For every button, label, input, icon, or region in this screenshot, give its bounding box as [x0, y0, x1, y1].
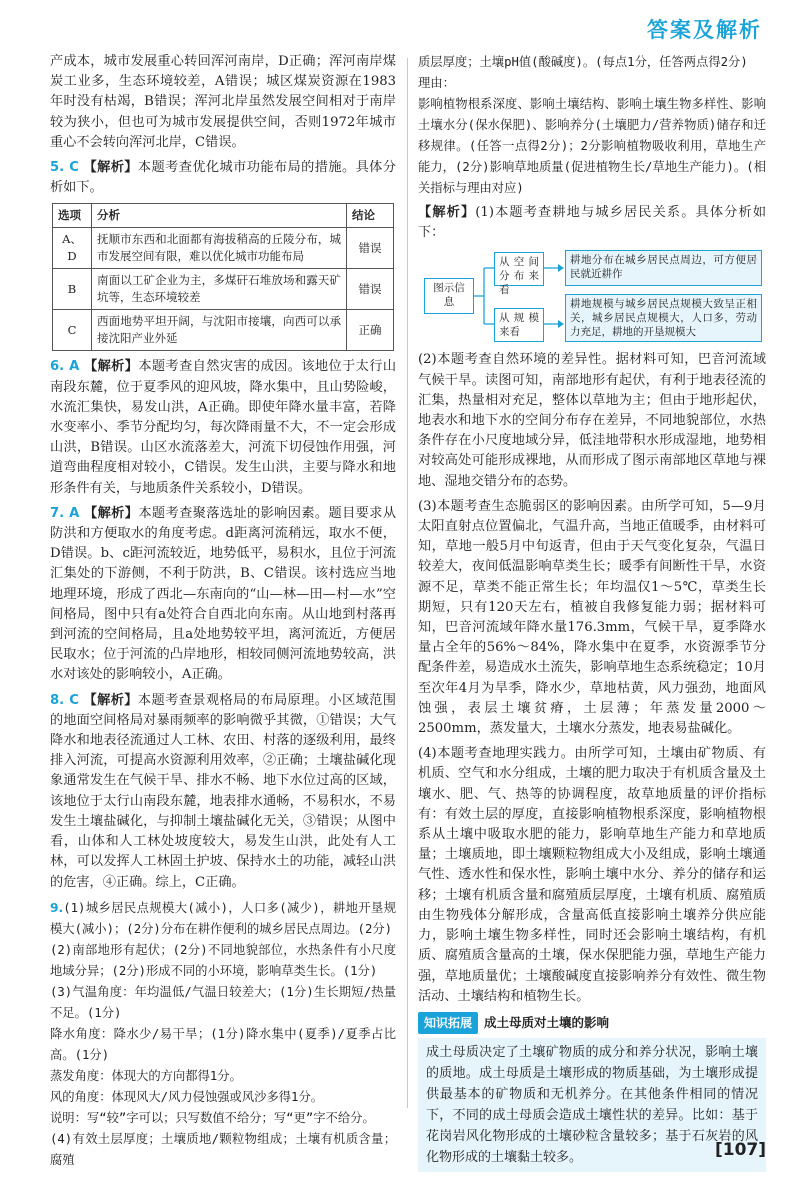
question-number: 9. — [50, 900, 64, 915]
table-cell-option: B — [53, 269, 92, 310]
analysis-label: 【解析】 — [83, 692, 138, 708]
knowledge-header — [418, 1012, 766, 1034]
question-number: 8. C — [50, 692, 79, 708]
analysis-label: 【解析】 — [83, 505, 139, 521]
diagram-result-scale: 耕地规模与城乡居民点规模大致呈正相关，城乡居民点规模大，人口多，劳动力充足，耕地的开垦规模大 — [565, 294, 762, 342]
diagram-branch-spatial: 从空间分布来看 — [494, 252, 544, 286]
knowledge-title: 成土母质对土壤的影响 — [484, 1014, 610, 1030]
table-row — [53, 269, 394, 310]
reason-text: 影响植物根系深度、影响土壤结构、影响土壤生物多样性、影响土壤水分(保水保肥)、影响养分(土壤肥力/营养物质)储存和迁移规律。(任答一点得2分)；2分影响植物吸收利用，草地生产能力，(2分)影响草地质量(促进植物生长/草地生产能力)。(相关指标与理由对应) — [418, 97, 766, 195]
knowledge-tag: 知识拓展 — [418, 1012, 478, 1034]
table-header: 结论 — [347, 204, 394, 228]
diagram-source-box: 图示信息 — [424, 278, 474, 314]
table-cell-analysis: 抚顺市东西和北面都有海拔稍高的丘陵分布，城市发展空间有限，难以优化城市功能布局 — [92, 228, 347, 269]
right-column — [418, 52, 766, 1172]
question-number: 5. C — [50, 160, 79, 176]
analysis-text: 本题考查优化城市功能布局的措施。具体分析如下。 — [50, 160, 396, 196]
knowledge-extension — [418, 1012, 766, 1172]
answer-continued — [418, 52, 766, 199]
answer-line: (1)城乡居民点规模大(减小)，人口多(减少)，耕地开垦规模大(减小)；(2分)分布在耕作便利的城乡居民点周边。(2分) — [50, 900, 396, 936]
table-cell-analysis: 西面地势平坦开阔，与沈阳市接壤，向西可以承接沈阳产业外延 — [92, 310, 347, 351]
answer-line: (2)南部地形有起伏；(2分)不同地貌部位，水热条件有小尺度地域分异；(2分)形成不同的小环境，影响草类生长。(1分) — [50, 942, 396, 978]
question-9 — [50, 898, 396, 1171]
page-header — [0, 0, 800, 50]
header-title: 答案及解析 — [647, 18, 762, 42]
question-7 — [50, 504, 396, 686]
diagram-branch-scale: 从规模来看 — [494, 308, 544, 342]
answer-line: 降水角度：降水少/易干旱；(1分)降水集中(夏季)/夏季占比高。(1分) — [50, 1026, 396, 1062]
reason-label: 理由： — [418, 76, 455, 90]
analysis-text: 本题考查景观格局的布局原理。小区域范围的地面空间格局对暴雨频率的影响微乎其微，①错误；大气降水和地表径流通过人工林、农田、村落的逐级利用，最终排入河流，可提高水资源利用效率，②正确；土壤盐碱化现象通常发生在气候干旱、排水不畅、地下水位过高的区域，该地位于太行山南段东麓，地表排水通畅，不易积水，不易发生土壤盐碱化，与抑制土壤盐碱化无关，③错误；从图中看，山体和人工林处坡度较大，易发生山洪，此处有人工林，可以发挥人工林固土护坡、保持水土的功能，减轻山洪的危害，④正确。综上，C正确。 — [50, 692, 396, 890]
analysis-text: 本题考查聚落选址的影响因素。题目要求从防洪和方便取水的角度考虑。d距离河流稍远，取水不便，D错误。b、c距河流较近，地势低平，易积水，且位于河流汇集处的下游侧，不利于防洪，B、C错误。该村选应当地地理环境，形成了西北—东南向的“山—林—田—村—水”空间格局，图中只有a处符合自西北向东南。从山地到村落再到河流的空间格局，且a处地势较平坦，离河流近，方便居民取水；位于河流的凸岸地形，相较同侧河流地势较高，洪水对该处的影响较小，A正确。 — [50, 505, 397, 683]
table-cell-result: 错误 — [347, 228, 394, 269]
relationship-diagram — [424, 248, 764, 344]
knowledge-text: 成土母质决定了土壤矿物质的成分和养分状况，影响土壤的质地。成土母质是土壤形成的物质基础，为土壤形成提供最基本的矿物质和无机养分。在其他条件相同的情况下，不同的成土母质会造成土壤性状的差异。比如：基于花岗岩风化物形成的土壤砂粒含量较多；基于石灰岩的风化物形成的土壤黏土较多。 — [418, 1038, 766, 1172]
analysis-3: (3)本题考查生态脆弱区的影响因素。由所学可知，5—9月太阳直射点位置偏北，气温升高，当地正值暖季，由材料可知，草地一般5月中旬返青，但由于天气变化复杂，气温日较差大，夜间低温影响草类生长；暖季有间断性干旱，水资源不足，草类不能正常生长；年均温仅1～5℃，草类生长期短，只有120天左右，植被自我修复能力弱；据材料可知，巴音河流域年降水量176.3mm，气候干旱，夏季降水量占全年的56%～84%，降水集中在夏季，水资源季节分配条件差，易造成水土流失，影响草地生态系统稳定；10月至次年4月为旱季，降水少，草地枯黄，风力强劲，地面风蚀强，表层土壤贫瘠，土层薄；年蒸发量2000～2500mm，蒸发量大，土壤水分蒸发，地表易盐碱化。 — [418, 498, 766, 737]
analysis-text: (1)本题考查耕地与城乡居民关系。具体分析如下： — [418, 205, 767, 241]
answer-line: 蒸发角度：体现大的方向都得1分。 — [50, 1068, 242, 1083]
table-header: 选项 — [53, 204, 92, 228]
answer-line: 说明：写“较”字可以；只写数值不给分；写“更”字不给分。 — [50, 1110, 375, 1125]
column-divider — [407, 58, 408, 1108]
question-5 — [50, 158, 396, 198]
table-cell-result: 正确 — [347, 310, 394, 351]
analysis-1 — [418, 203, 766, 243]
question-8 — [50, 691, 396, 893]
diagram-result-spatial: 耕地分布在城乡居民点周边，可方便居民就近耕作 — [565, 250, 762, 286]
page-number: [107] — [714, 1140, 766, 1160]
question-6 — [50, 357, 396, 498]
table-row — [53, 310, 394, 351]
answer-line: 风的角度：体现风大/风力侵蚀强或风沙多得1分。 — [50, 1089, 324, 1104]
answer-line: 质层厚度；土壤pH值(酸碱度)。(每点1分，任答两点得2分) — [418, 55, 748, 69]
question-number: 6. A — [50, 359, 80, 375]
analysis-2: (2)本题考查自然环境的差异性。据材料可知，巴音河流域气候干旱。读图可知，南部地形有起伏，有利于地表径流的汇集，热量相对充足，整体以草地为主；但由于地形起伏，地表水和地下水的空间分布存在差异，不同地貌部位，水热条件存在小尺度地域分异，低洼地带积水形成湿地，地势相对较高处可能形成裸地，从而形成了图示南部地区草地与裸地、湿地交错分布的态势。 — [418, 352, 766, 489]
answer-line: (4)有效土层厚度；土壤质地/颗粒物组成；土壤有机质含量；腐殖 — [50, 1131, 396, 1167]
answer-line: (3)气温角度：年均温低/气温日较差大；(1分)生长期短/热量不足。(1分) — [50, 984, 396, 1020]
table-header: 分析 — [92, 204, 347, 228]
paragraph-q4-tail: 产成本，城市发展重心转回浑河南岸，D正确；浑河南岸煤炭工业多，生态环境较差，A错误；城区煤炭资源在1983年时没有枯竭，B错误；浑河北岸虽然发展空间相对于南岸较为狭小，但也可为城市发展提供空间，否则1972年城市重心不会转向浑河北岸，C错误。 — [50, 54, 396, 150]
analysis-table — [52, 203, 394, 351]
left-column — [50, 52, 396, 1171]
analysis-label: 【解析】 — [83, 160, 138, 176]
table-cell-analysis: 南面以工矿企业为主，多煤矸石堆放场和露天矿坑等，生态环境较差 — [92, 269, 347, 310]
table-header-row — [53, 204, 394, 228]
question-number: 7. A — [50, 505, 80, 521]
table-cell-option: A、D — [53, 228, 92, 269]
table-row — [53, 228, 394, 269]
analysis-label: 【解析】 — [83, 359, 139, 375]
table-cell-option: C — [53, 310, 92, 351]
analysis-label: 【解析】 — [418, 205, 476, 220]
table-cell-result: 错误 — [347, 269, 394, 310]
analysis-4: (4)本题考查地理实践力。由所学可知，土壤由矿物质、有机质、空气和水分组成，土壤的肥力取决于有机质含量及土壤水、肥、气、热等的协调程度，故草地质量的评价指标有：有效土层的厚度，直接影响植物根系深度，影响植物根系从土壤中吸取水肥的能力，影响草地生产能力和草地质量；土壤质地，即土壤颗粒物组成大小及组成，影响土壤通气性、透水性和保水性，影响土壤中水分、养分的储存和运移；土壤有机质含量和腐殖质层厚度，土壤有机质、腐殖质由生物残体分解形成，含量高低直接影响土壤养分供应能力，影响土壤生物多样性，同时还会影响土壤结构，有机质、腐殖质含量高的土壤，保水保肥能力强，草地生产能力强，草地质量优；土壤酸碱度直接影响养分有效性、微生物活动、土壤结构和植物生长。 — [418, 746, 766, 1004]
analysis-text: 本题考查自然灾害的成因。该地位于太行山南段东麓，位于夏季风的迎风坡，降水集中，且山势险峻，水流汇集快，易发山洪，A正确。即使年降水量丰富，若降水变率小、季节分配均匀，每次降雨量不大，不一定会形成山洪，B错误。山区水流落差大，河流下切侵蚀作用强，河道弯曲程度相对较小，C错误。发生山洪，主要与降水和地形条件有关，与地质条件关系较小，D错误。 — [50, 359, 397, 496]
